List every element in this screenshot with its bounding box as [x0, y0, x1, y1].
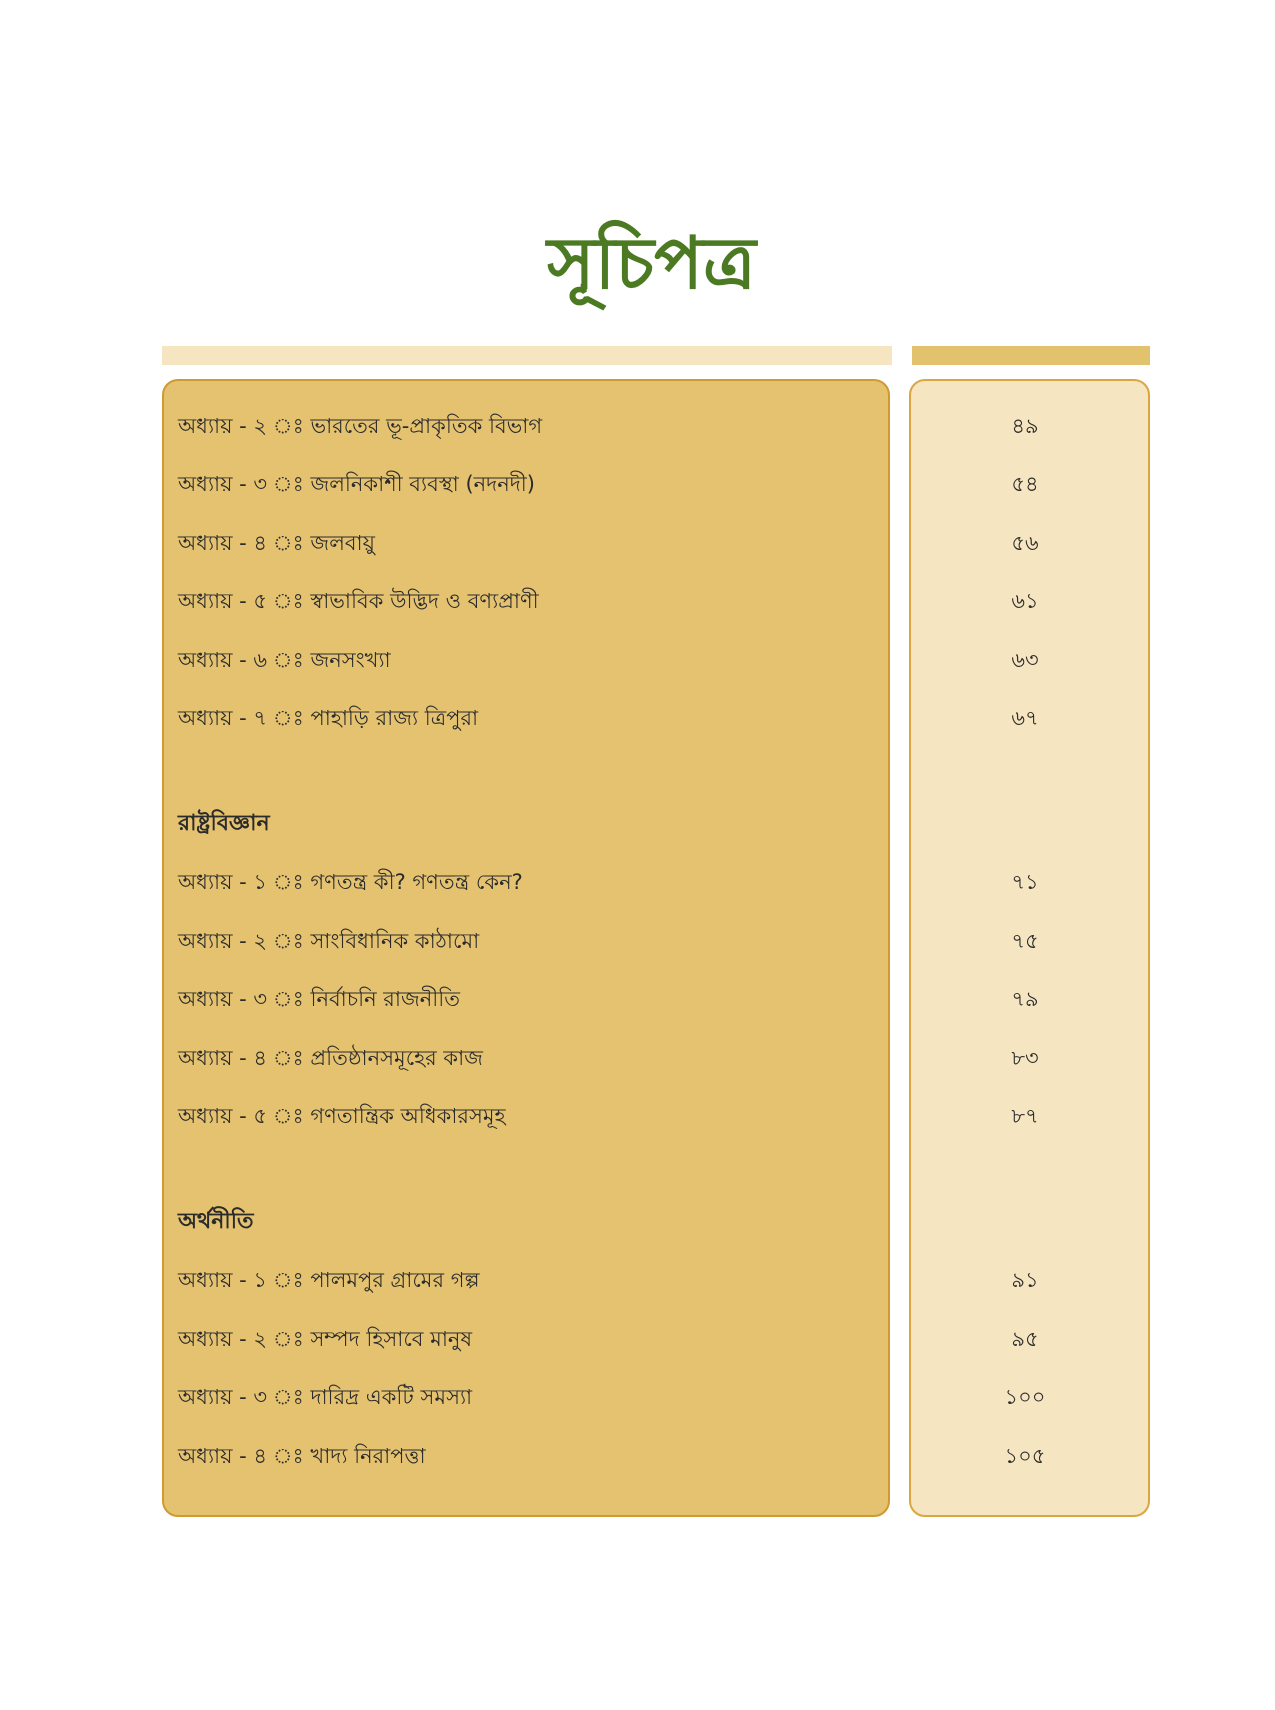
toc-entry-label: অধ্যায় - ৩ ঃ নির্বাচনি রাজনীতি	[178, 987, 461, 1011]
toc-entry-label: অধ্যায় - ৩ ঃ দারিদ্র একটি সমস্যা	[178, 1385, 473, 1409]
header-band-left	[162, 346, 892, 365]
toc-entry-page: ৭৫	[1011, 929, 1039, 953]
toc-entry-label: অধ্যায় - ২ ঃ ভারতের ভূ-প্রাকৃতিক বিভাগ	[178, 414, 543, 438]
toc-entry[interactable]	[0, 640, 1275, 680]
toc-entry[interactable]	[0, 1319, 1275, 1359]
toc-entry-page: ৬৭	[1011, 706, 1039, 730]
toc-entry-page: ৯৫	[1011, 1327, 1039, 1351]
toc-entry-page: ৭৯	[1011, 987, 1039, 1011]
toc-entry-page: ৭১	[1011, 870, 1039, 894]
toc-entry-label: অধ্যায় - ২ ঃ সাংবিধানিক কাঠামো	[178, 929, 480, 953]
toc-entry-label: অধ্যায় - ৪ ঃ জলবায়ু	[178, 531, 375, 555]
page-title: সূচিপত্র	[547, 221, 756, 305]
section-heading-economics: অর্থনীতি	[178, 1209, 254, 1234]
toc-entry[interactable]	[0, 862, 1275, 902]
toc-entry[interactable]	[0, 464, 1275, 504]
toc-entry-page: ৯১	[1011, 1268, 1039, 1292]
toc-entry[interactable]	[0, 1096, 1275, 1136]
toc-entry[interactable]	[0, 581, 1275, 621]
toc-entry-label: অধ্যায় - ৫ ঃ স্বাভাবিক উদ্ভিদ ও বণ্যপ্রাণী	[178, 589, 539, 613]
toc-entry-label: অধ্যায় - ৬ ঃ জনসংখ্যা	[178, 648, 391, 672]
toc-entry[interactable]	[0, 523, 1275, 563]
toc-entry[interactable]	[0, 698, 1275, 738]
toc-entry-label: অধ্যায় - ৭ ঃ পাহাড়ি রাজ্য ত্রিপুরা	[178, 706, 479, 730]
toc-entry[interactable]	[0, 921, 1275, 961]
toc-entry-label: অধ্যায় - ৪ ঃ খাদ্য নিরাপত্তা	[178, 1444, 426, 1468]
toc-entry[interactable]	[0, 1260, 1275, 1300]
toc-entry-label: অধ্যায় - ৪ ঃ প্রতিষ্ঠানসমূহের কাজ	[178, 1046, 483, 1070]
toc-entry-page: ৫৪	[1011, 472, 1039, 496]
toc-entry-label: অধ্যায় - ৫ ঃ গণতান্ত্রিক অধিকারসমূহ	[178, 1104, 506, 1128]
toc-entry-label: অধ্যায় - ৩ ঃ জলনিকাশী ব্যবস্থা (নদনদী)	[178, 472, 535, 496]
section-heading-political-science: রাষ্ট্রবিজ্ঞান	[178, 811, 270, 836]
toc-entry-page: ১০০	[1004, 1385, 1046, 1409]
toc-entry-page: ৪৯	[1011, 414, 1039, 438]
toc-entry[interactable]	[0, 1377, 1275, 1417]
toc-entry[interactable]	[0, 406, 1275, 446]
toc-entry-page: ১০৫	[1004, 1444, 1046, 1468]
toc-entry-label: অধ্যায় - ১ ঃ গণতন্ত্র কী? গণতন্ত্র কেন?	[178, 870, 523, 894]
toc-entry-page: ৮৩	[1011, 1046, 1039, 1070]
header-band-right	[912, 346, 1150, 365]
toc-entry[interactable]	[0, 1436, 1275, 1476]
toc-entry[interactable]	[0, 979, 1275, 1019]
toc-entry[interactable]	[0, 1038, 1275, 1078]
toc-entry-page: ৮৭	[1011, 1104, 1039, 1128]
toc-entry-label: অধ্যায় - ২ ঃ সম্পদ হিসাবে মানুষ	[178, 1327, 473, 1351]
toc-entry-page: ৬৩	[1011, 648, 1039, 672]
toc-entry-page: ৬১	[1011, 589, 1039, 613]
toc-entry-page: ৫৬	[1011, 531, 1039, 555]
toc-entry-label: অধ্যায় - ১ ঃ পালমপুর গ্রামের গল্প	[178, 1268, 480, 1292]
